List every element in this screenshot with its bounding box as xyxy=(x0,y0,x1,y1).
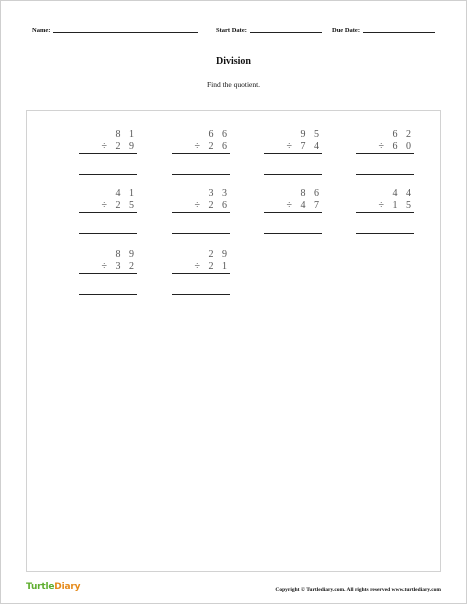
division-bar xyxy=(172,212,230,213)
problem-item xyxy=(172,188,230,236)
answer-line[interactable] xyxy=(79,294,137,295)
start-date-label: Start Date: xyxy=(216,27,247,34)
answer-line[interactable] xyxy=(264,233,322,234)
division-bar xyxy=(79,273,137,274)
divisor: ÷ 6 0 xyxy=(378,141,414,152)
answer-line[interactable] xyxy=(172,233,230,234)
logo-text-turtle: Turtle xyxy=(26,582,55,592)
division-bar xyxy=(79,212,137,213)
division-bar xyxy=(264,212,322,213)
answer-line[interactable] xyxy=(79,174,137,175)
divisor: ÷ 2 1 xyxy=(194,261,230,272)
turtle-diary-logo xyxy=(26,582,80,592)
division-bar xyxy=(264,153,322,154)
division-bar xyxy=(172,153,230,154)
problem-item xyxy=(172,249,230,297)
start-date-field xyxy=(216,27,322,34)
division-bar xyxy=(356,212,414,213)
dividend: 6 6 xyxy=(208,129,230,140)
problem-item xyxy=(264,188,322,236)
name-line xyxy=(53,32,198,33)
copyright-text: Copyright © Turtlediary.com. All rights reserved www.turtlediary.com xyxy=(275,587,441,593)
answer-line[interactable] xyxy=(172,174,230,175)
divisor: ÷ 2 5 xyxy=(101,200,137,211)
due-date-label: Due Date: xyxy=(332,27,360,34)
worksheet-title: Division xyxy=(215,56,251,67)
divisor: ÷ 2 9 xyxy=(101,141,137,152)
divisor: ÷ 1 5 xyxy=(378,200,414,211)
answer-line[interactable] xyxy=(356,174,414,175)
worksheet-instruction: Find the quotient. xyxy=(206,80,261,89)
due-date-field xyxy=(332,27,435,34)
dividend: 8 9 xyxy=(115,249,137,260)
dividend: 2 9 xyxy=(208,249,230,260)
dividend: 8 6 xyxy=(300,188,322,199)
problem-item xyxy=(79,249,137,297)
start-date-line xyxy=(250,32,322,33)
answer-line[interactable] xyxy=(264,174,322,175)
divisor: ÷ 3 2 xyxy=(101,261,137,272)
problem-item xyxy=(356,129,414,177)
answer-line[interactable] xyxy=(79,233,137,234)
problems-area xyxy=(26,110,441,572)
divisor: ÷ 2 6 xyxy=(194,141,230,152)
dividend: 8 1 xyxy=(115,129,137,140)
divisor: ÷ 2 6 xyxy=(194,200,230,211)
division-bar xyxy=(172,273,230,274)
problem-item xyxy=(79,129,137,177)
dividend: 4 4 xyxy=(392,188,414,199)
logo-text-diary: Diary xyxy=(54,582,81,592)
divisor: ÷ 7 4 xyxy=(286,141,322,152)
division-bar xyxy=(79,153,137,154)
answer-line[interactable] xyxy=(356,233,414,234)
dividend: 3 3 xyxy=(208,188,230,199)
division-bar xyxy=(356,153,414,154)
problem-item xyxy=(356,188,414,236)
problem-item xyxy=(79,188,137,236)
dividend: 4 1 xyxy=(115,188,137,199)
dividend: 6 2 xyxy=(392,129,414,140)
worksheet-footer xyxy=(26,582,441,598)
dividend: 9 5 xyxy=(300,129,322,140)
answer-line[interactable] xyxy=(172,294,230,295)
due-date-line xyxy=(363,32,435,33)
problem-item xyxy=(264,129,322,177)
name-field xyxy=(32,27,198,34)
problem-item xyxy=(172,129,230,177)
name-label: Name: xyxy=(32,27,51,34)
divisor: ÷ 4 7 xyxy=(286,200,322,211)
